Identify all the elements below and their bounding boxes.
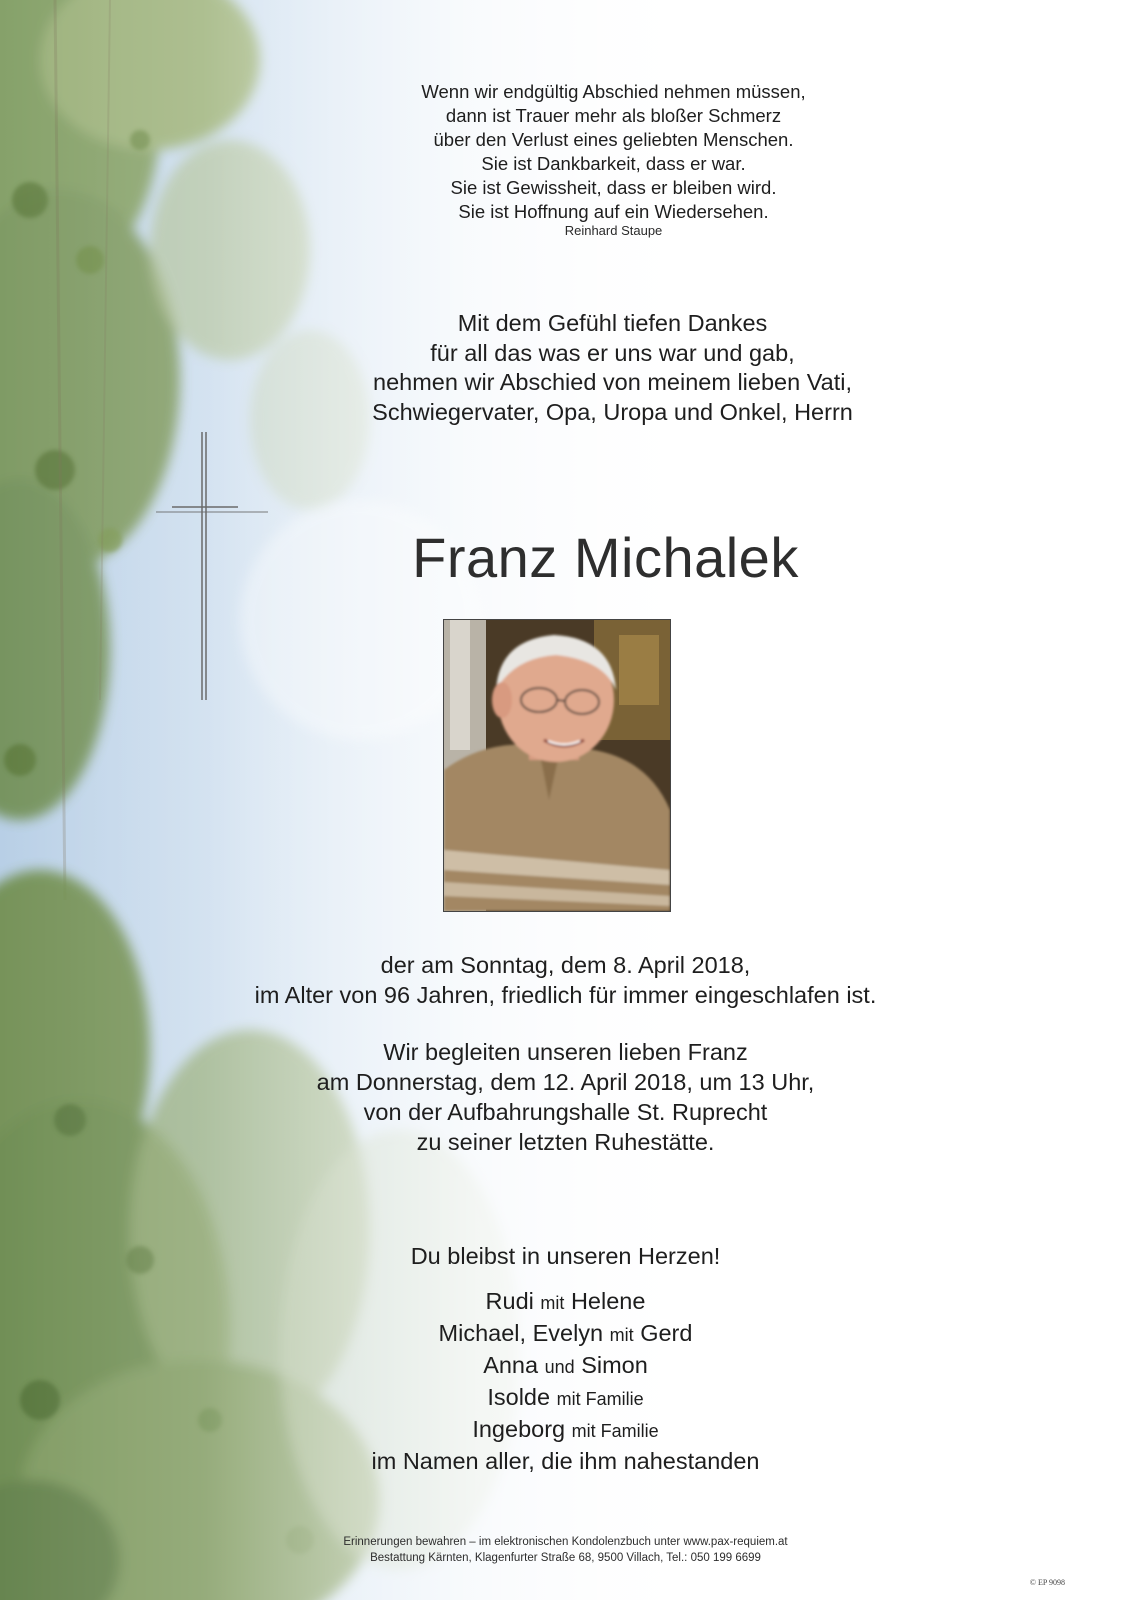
mourner-name: Isolde [487, 1384, 551, 1410]
mourner-connector: mit Familie [556, 1389, 644, 1409]
quote-line: Sie ist Dankbarkeit, dass er war. [481, 153, 746, 174]
intro-line: für all das was er uns war und gab, [430, 339, 795, 366]
mourner-name: Michael, Evelyn [438, 1320, 604, 1346]
mourner-connector: mit [609, 1325, 634, 1345]
quote-author: Reinhard Staupe [564, 223, 663, 238]
quote-line: dann ist Trauer mehr als bloßer Schmerz [445, 105, 782, 126]
quote-line: Sie ist Gewissheit, dass er bleiben wird. [450, 177, 777, 198]
mourner-partner: Gerd [640, 1320, 693, 1346]
mourner-entry [0, 1286, 1131, 1318]
mourners-list [0, 1286, 1131, 1446]
death-notice [0, 950, 1131, 1010]
mourner-name: Rudi [485, 1288, 534, 1314]
quote-line: über den Verlust eines geliebten Menschen. [433, 129, 794, 150]
intro-text [47, 309, 1131, 427]
mourner-connector: mit [540, 1293, 565, 1313]
intro-line: Mit dem Gefühl tiefen Dankes [457, 310, 768, 336]
death-line: im Alter von 96 Jahren, friedlich für immer eingeschlafen ist. [254, 982, 877, 1008]
mourner-entry [0, 1318, 1131, 1350]
mourner-partner: Simon [581, 1352, 648, 1378]
mourner-partner: Helene [570, 1288, 646, 1314]
funeral-details [0, 1037, 1131, 1157]
mourner-name: Ingeborg [472, 1416, 566, 1442]
quote-line: Sie ist Hoffnung auf ein Wiedersehen. [458, 201, 769, 222]
farewell-line: Du bleibst in unseren Herzen! [410, 1243, 721, 1269]
mourner-entry [0, 1350, 1131, 1382]
intro-line: nehmen wir Abschied von meinem lieben Vati, [373, 369, 852, 395]
intro-line: Schwiegervater, Opa, Uropa und Onkel, Herrn [372, 398, 853, 425]
death-line: der am Sonntag, dem 8. April 2018, [380, 952, 751, 978]
mourner-name: Anna [483, 1352, 539, 1378]
mourner-connector: und [544, 1357, 575, 1377]
mourner-connector: mit Familie [571, 1421, 659, 1441]
closing-line: im Namen aller, die ihm nahestanden [371, 1448, 760, 1474]
portrait-photo [443, 619, 671, 912]
mourner-entry [0, 1414, 1131, 1446]
memorial-quote [48, 80, 1131, 224]
footer [0, 1534, 1131, 1566]
quote-line: Wenn wir endgültig Abschied nehmen müssen, [421, 81, 806, 102]
form-code: © EP 9098 [1029, 1578, 1065, 1587]
deceased-name: Franz Michalek [412, 526, 799, 589]
funeral-line: von der Aufbahrungshalle St. Ruprecht [363, 1099, 768, 1125]
mourner-entry [0, 1382, 1131, 1414]
footer-line: Bestattung Kärnten, Klagenfurter Straße 68, 9500 Villach, Tel.: 050 199 6699 [370, 1552, 761, 1564]
funeral-line: zu seiner letzten Ruhestätte. [416, 1129, 715, 1155]
footer-line: Erinnerungen bewahren – im elektronischen Kondolenzbuch unter www.pax-requiem.at [343, 1536, 788, 1548]
funeral-line: Wir begleiten unseren lieben Franz [383, 1039, 748, 1065]
funeral-line: am Donnerstag, dem 12. April 2018, um 13 Uhr, [316, 1069, 815, 1095]
